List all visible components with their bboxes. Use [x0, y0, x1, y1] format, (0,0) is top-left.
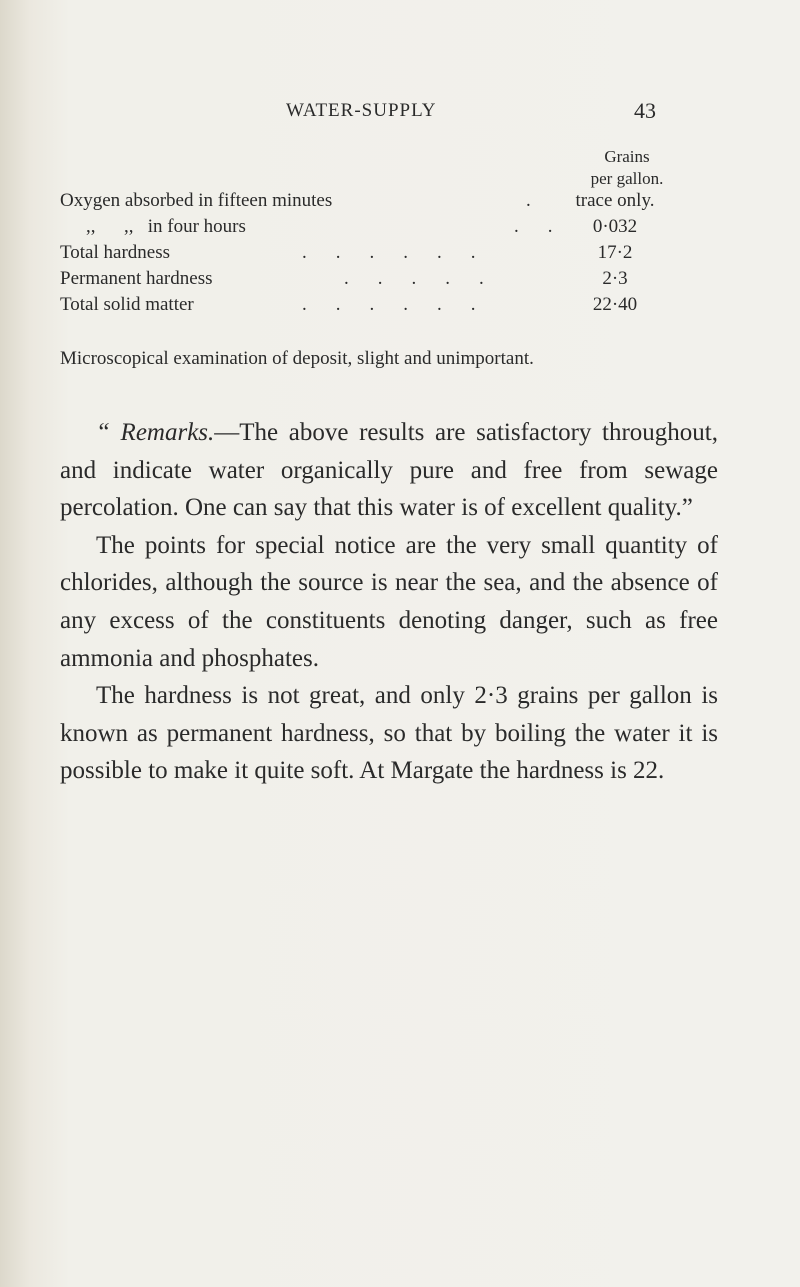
row-label: ,, ,, in four hours	[86, 216, 246, 237]
table-row	[60, 266, 710, 292]
remarks-paragraph	[60, 414, 718, 527]
table-row	[60, 214, 710, 240]
page-number: 43	[634, 98, 656, 123]
row-value: 17·2	[597, 242, 633, 263]
table-row	[60, 188, 710, 214]
remarks-text: —The above results are satisfactory throughout, and indicate water organically pure and free from sewage percolation. One can say that this water is of excellent quality.”	[60, 419, 718, 522]
leader-dots: . . . . .	[344, 268, 486, 289]
running-header	[0, 100, 800, 130]
leader-dots: . . . . . .	[302, 242, 478, 263]
remarks-label: Remarks.	[120, 419, 215, 446]
opening-quote: “	[96, 419, 110, 446]
column-heading-line2: per gallon.	[590, 169, 664, 188]
row-value: 2·3	[602, 268, 628, 289]
table-row	[60, 292, 710, 318]
column-heading-line1: Grains	[604, 147, 650, 166]
row-label: Total hardness	[60, 242, 171, 263]
row-label: Oxygen absorbed in fifteen minutes	[60, 190, 333, 211]
body-text	[60, 414, 718, 790]
row-label: Total solid matter	[60, 294, 194, 315]
row-value: trace only.	[575, 190, 655, 211]
running-title: WATER-SUPPLY	[286, 100, 437, 121]
leader-dots: . . . . . .	[302, 294, 478, 315]
microscopical-note: Microscopical examination of deposit, slight and unimportant.	[60, 348, 534, 369]
row-value: 0·032	[592, 216, 638, 237]
paragraph-chlorides: The points for special notice are the very small quantity of chlorides, although the source is near the sea, and the absence of any excess of the constituents denoting danger, such as free ammonia and phosphates.	[60, 531, 718, 672]
leader-dots: . .	[514, 216, 555, 237]
table-row	[60, 240, 710, 266]
row-value: 22·40	[592, 294, 638, 315]
leader-dots: .	[526, 190, 533, 211]
row-label: Permanent hardness	[60, 268, 213, 289]
paragraph-hardness: The hardness is not great, and only 2·3 grains per gallon is known as permanent hardness, so that by boiling the water it is possible to make it quite soft. At Margate the hardness is 22.	[60, 682, 718, 785]
